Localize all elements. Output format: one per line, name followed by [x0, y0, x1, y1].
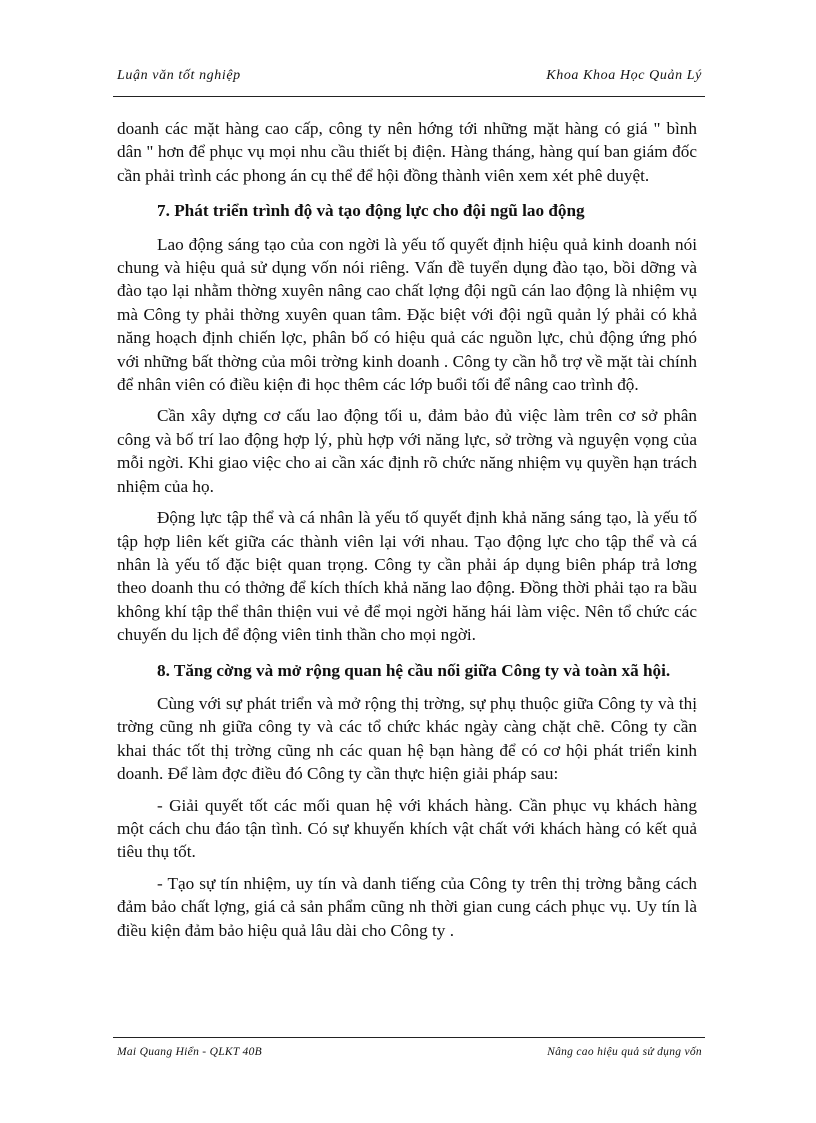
section-8-bullet-2: - Tạo sự tín nhiệm, uy tín và danh tiếng của Công ty trên thị trờng bằng cách đảm bảo chất lợng, giá cả sản phẩm cũng nh thời gian cung cách phục vụ. Uy tín là điều kiện đảm bảo hiệu quả lâu dài cho Công ty . — [117, 873, 697, 940]
section-8-heading: 8. Tăng cờng và mở rộng quan hệ cầu nối giữa Công ty và toàn xã hội. — [157, 660, 671, 680]
section-7-heading: 7. Phát triển trình độ và tạo động lực cho đội ngũ lao động — [157, 201, 585, 221]
section-7-paragraph-3: Động lực tập thể và cá nhân là yếu tố quyết định khả năng sáng tạo, là yếu tố tập hợp liên kết giữa các thành viên lại với nhau. Tạo động lực cho tập thể và cá nhân là yếu tố đặc biệt quan trọng. Công ty cần phải áp dụng biên pháp trả lơng theo doanh thu có thởng để kích thích khả năng lao động. Đồng thời phải tạo ra bầu không khí tập thể thân thiện vui vẻ để mọi ngời hăng hái làm việc. Nên tổ chức các chuyến du lịch để động viên tinh thần cho mọi ngời. — [117, 508, 697, 645]
page-body — [117, 117, 697, 942]
footer-title-label: Nâng cao hiệu quả sử dụng vốn — [547, 1046, 702, 1058]
header-faculty-label: Khoa Khoa Học Quản Lý — [546, 68, 702, 83]
header-thesis-label: Luận văn tốt nghiệp — [117, 68, 241, 83]
header-divider — [113, 96, 705, 97]
intro-paragraph: doanh các mặt hàng cao cấp, công ty nên hớng tới những mặt hàng có giá " bình dân " hơn để phục vụ mọi nhu cầu thiết bị điện. Hàng tháng, hàng quí ban giám đốc cần phải trình các phong án cụ thể để hội đồng thành viên xem xét phê duyệt. — [117, 119, 697, 185]
section-7-paragraph-2: Cần xây dựng cơ cấu lao động tối u, đảm bảo đủ việc làm trên cơ sở phân công và bố trí lao động hợp lý, phù hợp với năng lực, sở trờng và nguyện vọng của mỗi ngời. Khi giao việc cho ai cần xác định rõ chức năng nhiệm vụ quyền hạn trách nhiệm của họ. — [117, 406, 697, 496]
section-8-paragraph-1: Cùng với sự phát triển và mở rộng thị trờng, sự phụ thuộc giữa Công ty và thị trờng cũng nh giữa công ty và các tổ chức khác ngày càng chặt chẽ. Công ty cần khai thác tốt thị trờng cũng nh các quan hệ bạn hàng để có cơ hội phát triển kinh doanh. Để làm đợc điều đó Công ty cần thực hiện giải pháp sau: — [117, 693, 697, 784]
footer-divider — [113, 1037, 705, 1038]
section-8-bullet-1: - Giải quyết tốt các mối quan hệ với khách hàng. Cần phục vụ khách hàng một cách chu đáo tận tình. Có sự khuyến khích vật chất với khách hàng có kết quả tiêu thụ tốt. — [117, 795, 697, 862]
page-footer — [117, 1046, 702, 1066]
section-7-paragraph-1: Lao động sáng tạo của con ngời là yếu tố quyết định hiệu quả kinh doanh nói chung và hiệu quả sử dụng vốn nói riêng. Vấn đề tuyển dụng đào tạo, bồi dỡng và đào tạo lại nhằm thờng xuyên nâng cao chất lợng đội ngũ cán lao động là nhiệm vụ mà Công ty phải thờng xuyên quan tâm. Đặc biệt với đội ngũ quản lý phải có khả năng hoạch định chiến lợc, phân bố có hiệu quả các nguồn lực, chủ động ứng phó với những bất thờng của môi trờng kinh doanh . Công ty cần hỗ trợ về mặt tài chính để nhân viên có điều kiện đi học thêm các lớp buổi tối để nâng cao trình độ. — [117, 234, 697, 395]
footer-author-label: Mai Quang Hiển - QLKT 40B — [117, 1046, 262, 1058]
page-header — [117, 68, 702, 92]
